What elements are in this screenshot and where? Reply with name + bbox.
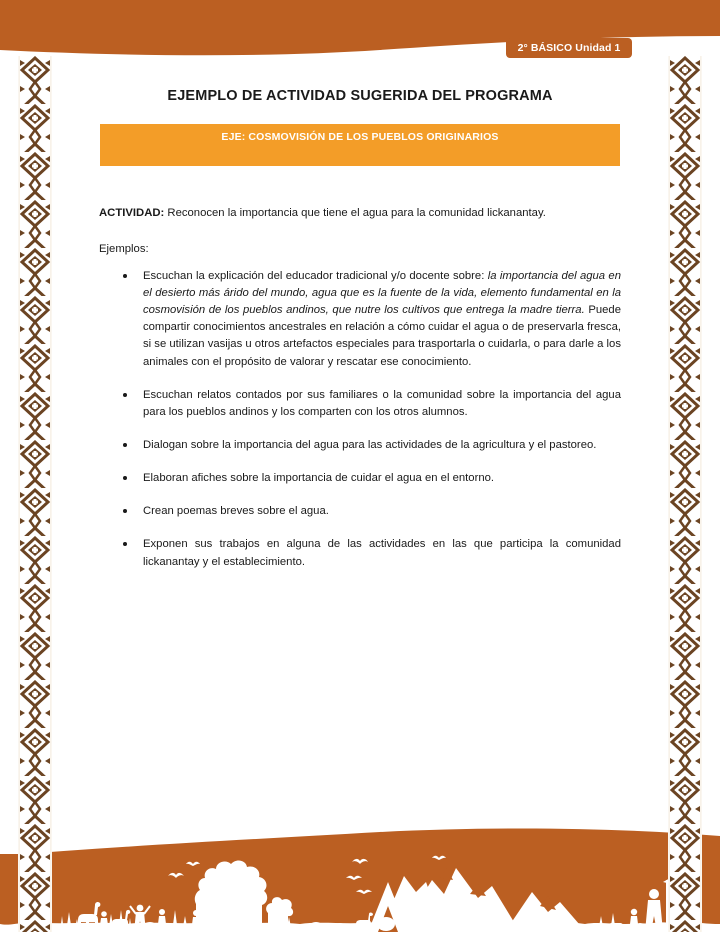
list-item (99, 387, 621, 421)
eje-banner (100, 124, 620, 166)
bullet-text-tail: Puede compartir conocimientos ancestrales en relación a cómo cuidar el agua o de preservarla fresca, si se utilizan vasijas u otros artefactos especiales para trasportarla o cuidarla, o para darle a los animales con el propósito de valorar y rescatar ese conocimiento. (143, 304, 621, 368)
bullet-text-lead: Dialogan sobre la importancia del agua para las actividades de la agricultura y el pastoreo. (143, 439, 597, 451)
list-item (99, 536, 621, 570)
list-item (99, 268, 621, 371)
bullet-text-italic: la importancia del agua en el desierto más árido del mundo, agua que es la fuente de la vida, elemento fundamental en la cosmovisión de los pueblos andinos, que nutre los cultivos que entrega la madre tierra. (143, 269, 621, 317)
footer-landscape-illustration (0, 820, 720, 932)
list-item (99, 503, 621, 520)
right-ornament-border (668, 56, 702, 932)
list-item (99, 470, 621, 487)
activity-text: Reconocen la importancia que tiene el agua para la comunidad lickanantay. (164, 207, 546, 219)
bullet-dot-icon (123, 393, 127, 397)
activity-label: ACTIVIDAD: (99, 207, 165, 219)
left-ornament-border (18, 56, 52, 932)
eje-banner-label: EJE: COSMOVISIÓN DE LOS PUEBLOS ORIGINARIOS (221, 131, 499, 143)
bullet-dot-icon (123, 542, 127, 546)
bullet-text-lead: Exponen sus trabajos en alguna de las actividades en las que participa la comunidad lickanantay y el establecimiento. (143, 538, 621, 568)
activity-content (99, 205, 621, 587)
bullet-text-lead: Escuchan la explicación del educador tradicional y/o docente sobre: (143, 269, 488, 282)
examples-bullet-list (99, 268, 621, 571)
activity-statement (99, 205, 621, 221)
bullet-dot-icon (123, 443, 127, 447)
bullet-text-lead: Crean poemas breves sobre el agua. (143, 505, 329, 518)
examples-label: Ejemplos: (99, 243, 149, 256)
grade-badge: 2° BÁSICO Unidad 1 (506, 38, 632, 58)
bullet-text-lead: Elaboran afiches sobre la importancia de cuidar el agua en el entorno. (143, 472, 495, 485)
bullet-dot-icon (123, 476, 127, 480)
bullet-text-lead: Escuchan relatos contados por sus familiares o la comunidad sobre la importancia del agua para los pueblos andinos y los comparten con los otros alumnos. (143, 388, 621, 418)
list-item (99, 437, 621, 454)
page-title: EJEMPLO DE ACTIVIDAD SUGERIDA DEL PROGRAMA (167, 88, 553, 104)
bullet-dot-icon (123, 509, 127, 513)
bullet-dot-icon (123, 274, 127, 278)
